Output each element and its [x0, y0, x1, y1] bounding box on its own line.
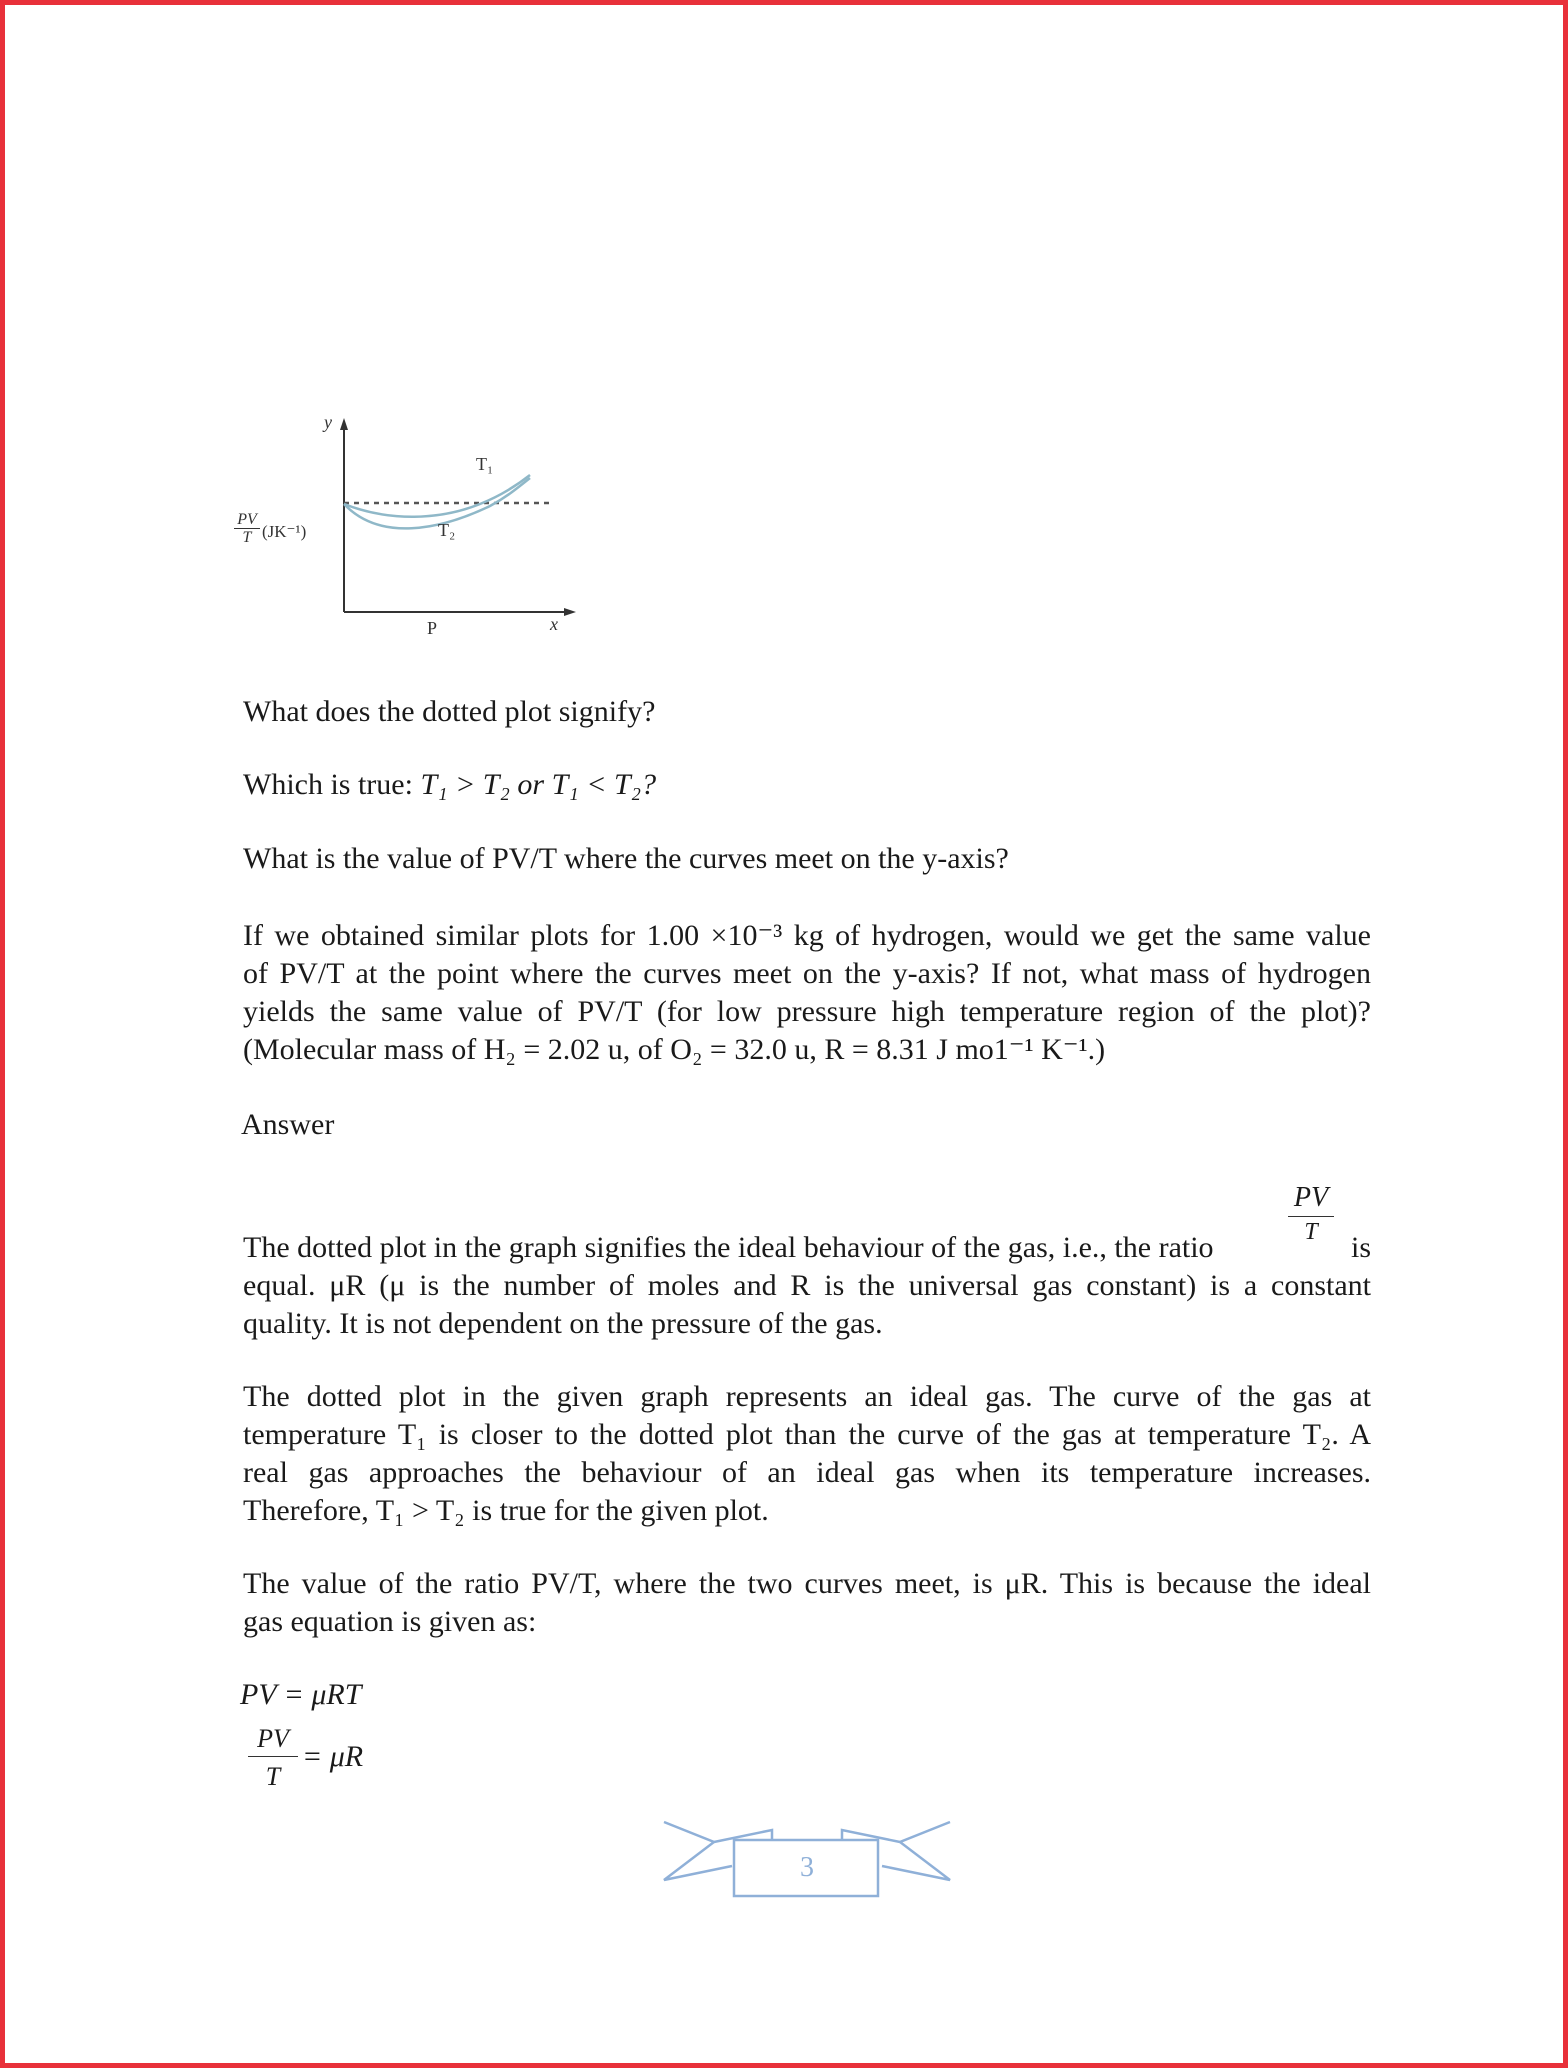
answer-paragraph-2	[243, 1378, 1371, 1530]
question-4-line-2: of PV/T at the point where the curves meet on the y-axis? If not, what mass of hydrogen	[243, 957, 1371, 990]
curve-t2-label: T₂	[438, 520, 456, 540]
y-axis-label: y	[324, 412, 332, 432]
answer-p1-line-1	[243, 1229, 1371, 1267]
question-1: What does the dotted plot signify?	[243, 695, 656, 728]
pressure-label: P	[427, 618, 438, 638]
curve-t1-label: T₁	[476, 454, 494, 474]
y-quantity-den: T	[242, 529, 252, 546]
question-2	[243, 766, 1371, 804]
y-quantity-fraction	[234, 512, 260, 547]
question-4-line-3: yields the same value of PV/T (for low pressure high temperature region of the plot)?	[243, 995, 1371, 1028]
inline-fraction-num: PV	[1288, 1180, 1334, 1217]
equation-2-den: T	[265, 1762, 281, 1791]
pv-t-graph	[237, 412, 580, 652]
answer-p1-line-1-b: is	[1350, 1231, 1371, 1264]
question-4-line-4: (Molecular mass of H₂ = 2.02 u, of O₂ = 32.0 u, R = 8.31 J mo1⁻¹ K⁻¹.)	[243, 1033, 1106, 1066]
answer-p3-line-1: The value of the ratio PV/T, where the two curves meet, is μR. This is because the ideal	[243, 1567, 1371, 1600]
answer-p1-line-2: equal. μR (μ is the number of moles and R is the universal gas constant) is a constant	[243, 1269, 1371, 1302]
answer-paragraph-1	[243, 1229, 1371, 1343]
x-axis-label: x	[550, 614, 558, 634]
answer-p3-line-2: gas equation is given as:	[243, 1605, 537, 1638]
answer-p1-line-1-a: The dotted plot in the graph signifies the ideal behaviour of the gas, i.e., the ratio	[243, 1231, 1214, 1264]
curve-t1	[344, 475, 530, 517]
equation-1: PV = μRT	[240, 1678, 362, 1711]
page-number-ornament	[662, 1820, 952, 1900]
equation-2-num: PV	[248, 1722, 298, 1757]
equation-2-fraction	[248, 1722, 298, 1797]
question-4-line-1: If we obtained similar plots for 1.00 ×10⁻³ kg of hydrogen, would we get the same value	[243, 919, 1371, 952]
y-unit-label: (JK⁻¹)	[262, 522, 307, 541]
x-axis-arrow	[564, 608, 576, 616]
question-2-prefix: Which is true:	[243, 768, 421, 801]
answer-p2-line-2: temperature T₁ is closer to the dotted plot than the curve of the gas at temperature T₂. A	[243, 1418, 1371, 1451]
question-2-expr: T₁ > T₂ or T₁ < T₂?	[420, 768, 657, 801]
inline-fraction-den: T	[1304, 1219, 1318, 1245]
answer-p2-line-1: The dotted plot in the given graph represents an ideal gas. The curve of the gas at	[243, 1380, 1371, 1413]
question-4	[243, 917, 1371, 1069]
page-number: 3	[800, 1852, 814, 1883]
answer-p2-line-4: Therefore, T₁ > T₂ is true for the given plot.	[243, 1494, 769, 1527]
answer-p1-line-3: quality. It is not dependent on the pressure of the gas.	[243, 1307, 883, 1340]
answer-heading: Answer	[241, 1108, 335, 1141]
answer-p2-line-3: real gas approaches the behaviour of an ideal gas when its temperature increases.	[243, 1456, 1371, 1489]
equation-2-rhs: = μR	[302, 1740, 364, 1773]
answer-paragraph-3	[243, 1565, 1371, 1641]
y-axis-arrow	[340, 418, 348, 430]
y-quantity-num: PV	[234, 512, 260, 529]
question-3: What is the value of PV/T where the curves meet on the y-axis?	[243, 842, 1009, 875]
